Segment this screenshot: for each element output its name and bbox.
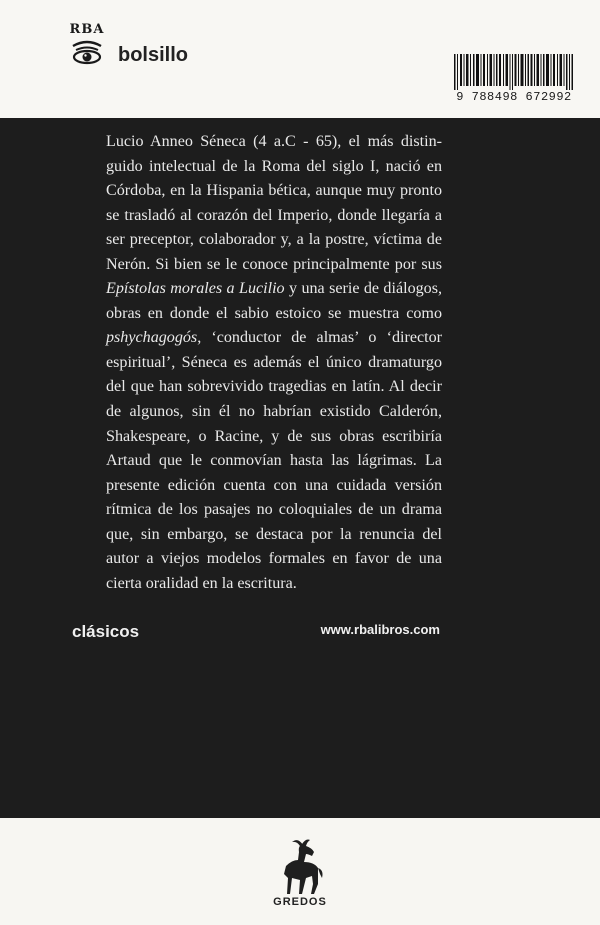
collection-label: clásicos [72, 622, 140, 641]
gredos-logo [262, 838, 338, 916]
synopsis-term-italic: pshychagogós [106, 329, 198, 347]
barcode [452, 54, 576, 106]
synopsis-text [106, 130, 442, 596]
synopsis-title-italic: Epístolas morales a Lucilio [106, 280, 285, 298]
goat-icon [262, 838, 338, 896]
rba-logo [64, 22, 110, 82]
eye-icon [70, 40, 104, 68]
barcode-bars [452, 54, 576, 90]
synopsis-part-3: , ‘conductor de almas’ o ‘director espiritual’, Séneca es además el único dramaturgo del que han sobrevivido tragedias en latín. Al decir de algunos, sin él no habrían existido Calderón, Shakespeare, o Racine, y de sus obras escribiría Artaud que le conmovían hasta las lágrimas. La presente edición cuenta con una cuidada versión rítmica de los pasajes no coloquiales de un drama que, sin embargo, se destaca por la renuncia del autor a viejos modelos formales en favor de una cierta oralidad en la escritura. [106, 329, 442, 592]
synopsis-part-1: Lucio Anneo Séneca (4 a.C - 65), el más distinguido intelectual de la Roma del siglo I, nació en Córdoba, en la Hispania bética, aunque muy pronto se trasladó al corazón del Imperio, donde llegaría a ser preceptor, colaborador y, a la postre, víctima de Nerón. Si bien se le conoce principalmente por sus [106, 133, 442, 273]
isbn-number: 9 788498 672992 [456, 90, 572, 104]
publisher-name: GREDOS [273, 896, 327, 908]
series-name: bolsillo [118, 44, 188, 66]
synopsis-part-2: y una serie de diálogos, obras en donde el sabio estoico se muestra como [106, 280, 442, 322]
rba-logo-text: RBA [69, 22, 105, 37]
website-link[interactable]: www.rbalibros.com [320, 622, 440, 637]
